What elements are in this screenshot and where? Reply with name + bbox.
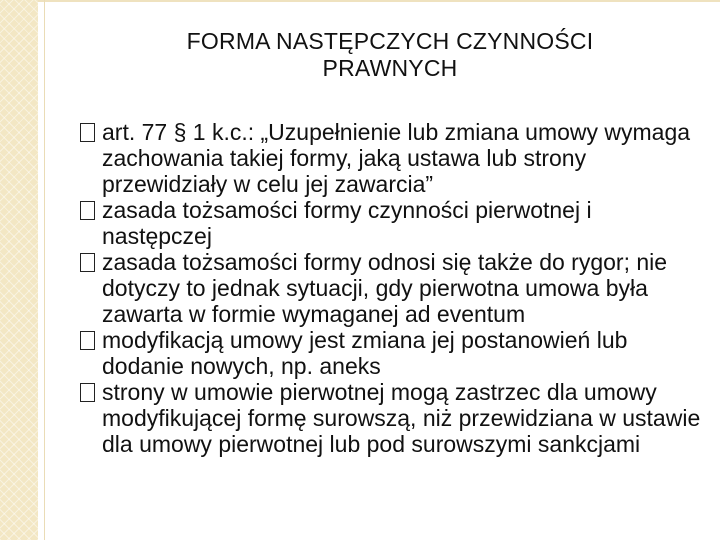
square-bullet-icon: [80, 331, 95, 350]
bullet-list: [80, 119, 705, 457]
top-divider: [38, 0, 720, 2]
bullet-item-4: [80, 327, 705, 379]
square-bullet-icon: [80, 123, 95, 142]
side-divider: [44, 0, 45, 540]
bullet-item-2: [80, 197, 705, 249]
bullet-text: zasada tożsamości formy odnosi się także do rygor; nie dotyczy to jednak sytuacji, gdy pierwotna umowa była zawarta w formie wymaganej ad eventum: [102, 249, 668, 327]
square-bullet-icon: [80, 201, 95, 220]
bullet-item-1: [80, 119, 705, 197]
bullet-item-5: [80, 379, 705, 457]
decorative-side-pattern: [0, 0, 38, 540]
bullet-text: strony w umowie pierwotnej mogą zastrzec dla umowy modyfikującej formę surowszą, niż przewidziana w ustawie dla umowy pierwotnej lub pod surowszymi sankcjami: [102, 379, 701, 457]
bullet-text: art. 77 § 1 k.c.: „Uzupełnienie lub zmiana umowy wymaga zachowania takiej formy, jaką ustawa lub strony przewidziały w celu jej zawarcia”: [102, 119, 691, 197]
square-bullet-icon: [80, 383, 95, 402]
bullet-item-3: [80, 249, 705, 327]
bullet-text: zasada tożsamości formy czynności pierwotnej i następczej: [102, 197, 592, 249]
square-bullet-icon: [80, 253, 95, 272]
slide-title: FORMA NASTĘPCZYCH CZYNNOŚCI PRAWNYCH: [186, 28, 594, 81]
bullet-text: modyfikacją umowy jest zmiana jej postanowień lub dodanie nowych, np. aneks: [102, 327, 628, 379]
